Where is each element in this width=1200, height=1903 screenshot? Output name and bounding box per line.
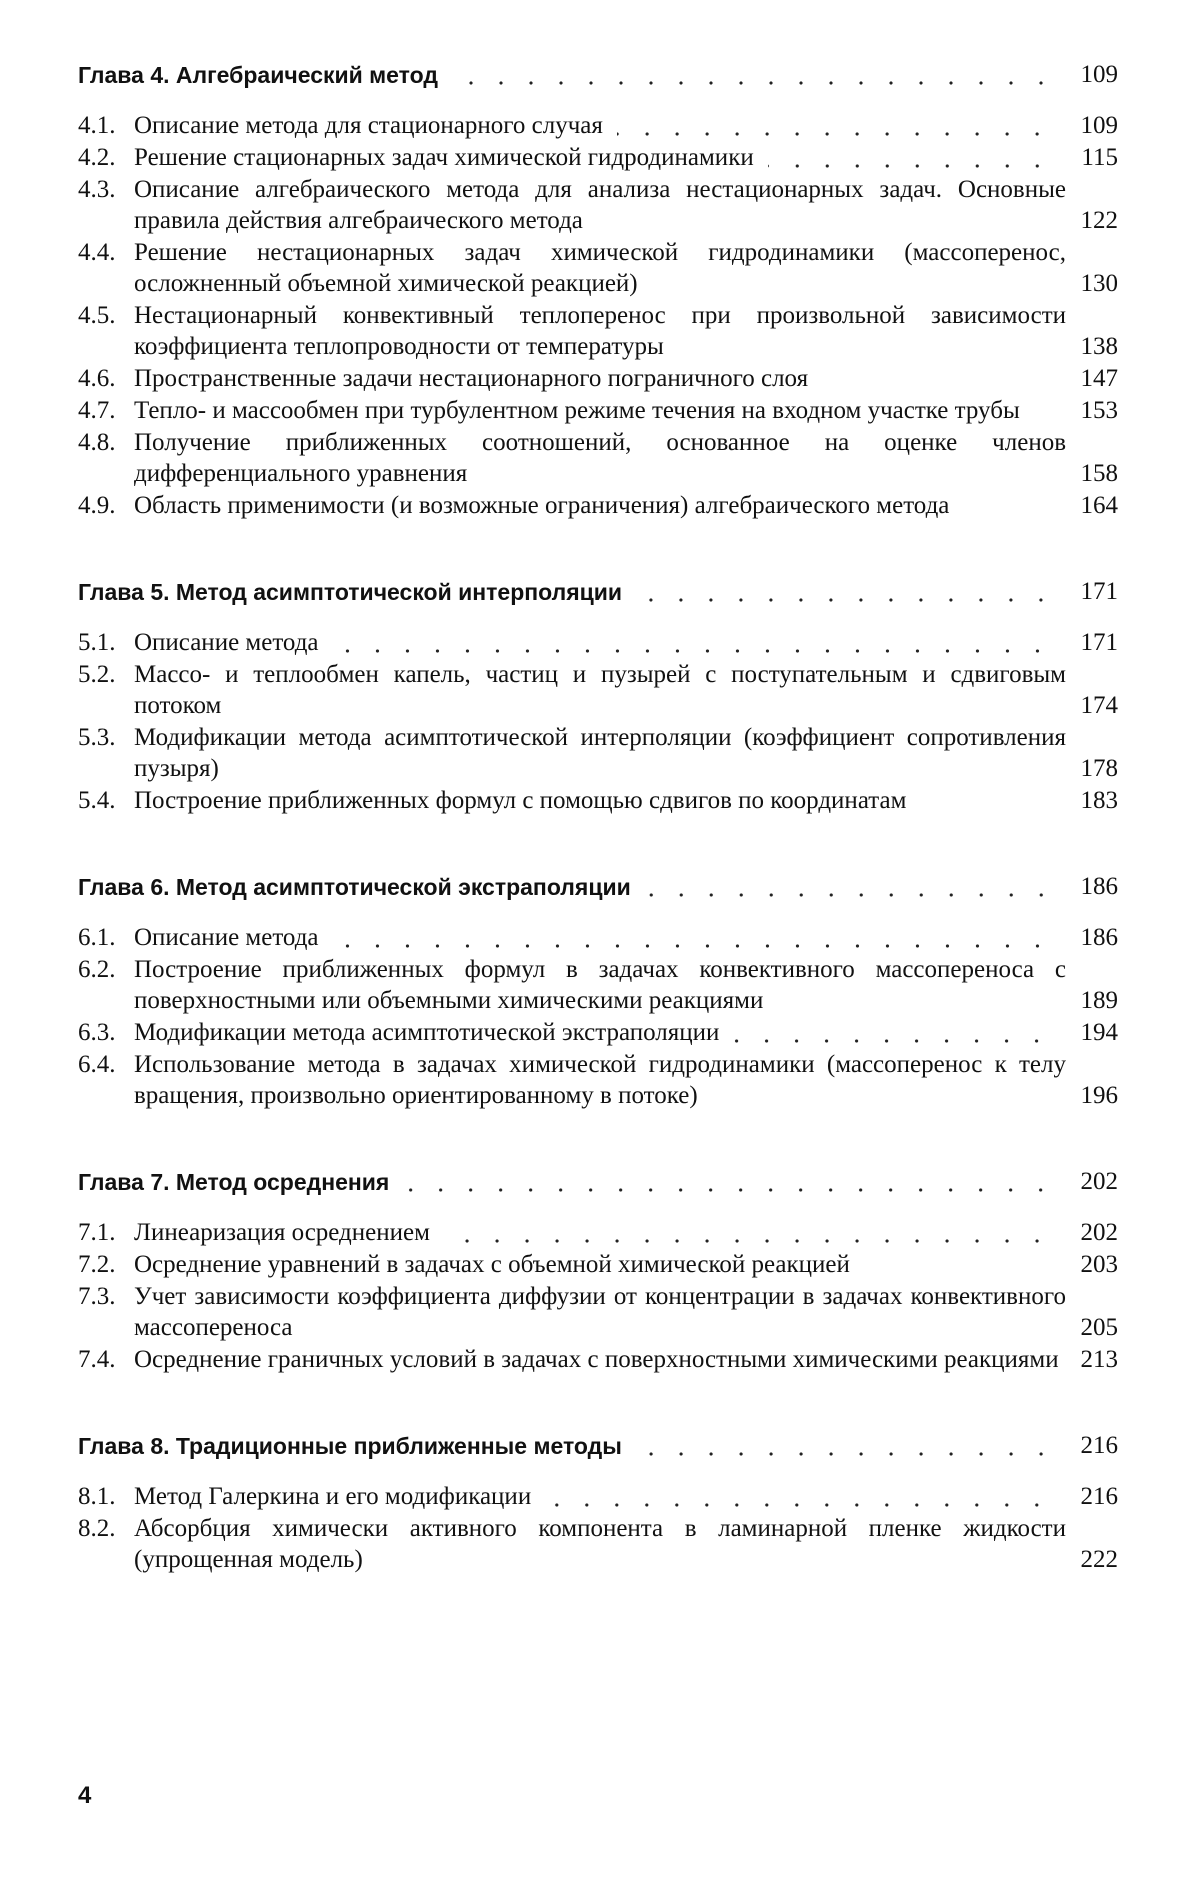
section-title: Построение приближенных формул в задачах конвективного массопереноса с поверхностными или объемными химическими реакциями — [134, 956, 1066, 1014]
section-page-number: 194 — [1080, 1019, 1118, 1046]
section-number: 6.2. — [78, 956, 116, 983]
chapter-page-number: 171 — [1080, 578, 1118, 605]
section-number: 8.1. — [78, 1483, 116, 1510]
chapter-heading — [78, 872, 1118, 902]
toc-entry — [78, 785, 1118, 816]
section-title: Осреднение граничных условий в задачах с поверхностными химическими реакциями — [134, 1346, 1059, 1373]
toc-entry — [78, 174, 1118, 236]
dot-leader — [645, 892, 1056, 898]
chapter-title: Глава 7. Метод осреднения — [78, 1169, 390, 1195]
toc-entry — [78, 1481, 1118, 1512]
section-title: Линеаризация осреднением — [134, 1219, 430, 1246]
section-title: Получение приближенных соотношений, основанное на оценке членов дифференциального уравнения — [134, 429, 1066, 487]
toc-entry — [78, 1513, 1118, 1575]
toc-entry — [78, 300, 1118, 362]
section-title: Построение приближенных формул с помощью сдвигов по координатам — [134, 787, 907, 814]
section-number: 7.1. — [78, 1219, 116, 1246]
toc-entry — [78, 722, 1118, 784]
toc-entry — [78, 427, 1118, 489]
section-title: Пространственные задачи нестационарного пограничного слоя — [134, 365, 809, 392]
toc-entry — [78, 363, 1118, 394]
section-title: Массо- и теплообмен капель, частиц и пузырей с поступательным и сдвиговым потоком — [134, 661, 1066, 719]
chapter-title: Глава 5. Метод асимптотической интерполяции — [78, 579, 623, 605]
chapter-page-number: 202 — [1080, 1168, 1118, 1195]
section-number: 6.1. — [78, 924, 116, 951]
section-page-number: 115 — [1081, 144, 1118, 171]
section-page-number: 122 — [1080, 207, 1118, 234]
toc-entry — [78, 1217, 1118, 1248]
dot-leader — [545, 1502, 1052, 1508]
section-title: Метод Галеркина и его модификации — [134, 1483, 532, 1510]
page-number-footer: 4 — [78, 1782, 92, 1809]
dot-leader — [617, 131, 1052, 137]
dot-leader — [444, 1238, 1052, 1244]
chapter-title: Глава 6. Метод асимптотической экстраполяции — [78, 874, 631, 900]
toc-entry — [78, 1249, 1118, 1280]
section-number: 5.2. — [78, 661, 116, 688]
chapter-heading — [78, 1167, 1118, 1197]
table-of-contents — [78, 60, 1118, 1631]
section-page-number: 138 — [1080, 333, 1118, 360]
section-title: Описание метода — [134, 629, 319, 656]
section-number: 4.5. — [78, 302, 116, 329]
section-title: Модификации метода асимптотической экстраполяции — [134, 1019, 720, 1046]
section-title: Описание метода для стационарного случая — [134, 112, 603, 139]
section-title: Модификации метода асимптотической интерполяции (коэффициент сопротивления пузыря) — [134, 724, 1066, 782]
section-number: 7.3. — [78, 1283, 116, 1310]
toc-entry — [78, 627, 1118, 658]
section-page-number: 222 — [1080, 1546, 1118, 1573]
section-page-number: 213 — [1080, 1346, 1118, 1373]
section-title: Область применимости (и возможные ограничения) алгебраического метода — [134, 492, 950, 519]
chapter-7 — [78, 1167, 1118, 1375]
section-page-number: 205 — [1080, 1314, 1118, 1341]
section-page-number: 164 — [1080, 492, 1118, 519]
section-number: 4.7. — [78, 397, 116, 424]
dot-leader — [452, 80, 1056, 86]
chapter-5 — [78, 577, 1118, 816]
toc-entry — [78, 922, 1118, 953]
section-page-number: 183 — [1080, 787, 1118, 814]
toc-entry — [78, 1049, 1118, 1111]
toc-entry — [78, 659, 1118, 721]
toc-entry — [78, 954, 1118, 1016]
dot-leader — [403, 1187, 1056, 1193]
dot-leader — [733, 1038, 1052, 1044]
section-page-number: 178 — [1080, 755, 1118, 782]
toc-entry — [78, 1017, 1118, 1048]
toc-entry — [78, 142, 1118, 173]
section-title: Решение нестационарных задач химической гидродинамики (массоперенос, осложненный объемной химической реакцией) — [134, 239, 1066, 297]
section-number: 6.4. — [78, 1051, 116, 1078]
section-page-number: 158 — [1080, 460, 1118, 487]
chapter-title: Глава 8. Традиционные приближенные методы — [78, 1433, 622, 1459]
section-number: 6.3. — [78, 1019, 116, 1046]
section-number: 5.1. — [78, 629, 116, 656]
section-title: Использование метода в задачах химической гидродинамики (массоперенос к телу вращения, произвольно ориентированному в потоке) — [134, 1051, 1066, 1109]
section-page-number: 109 — [1080, 112, 1118, 139]
toc-entry — [78, 490, 1118, 521]
section-number: 4.3. — [78, 176, 116, 203]
section-number: 4.9. — [78, 492, 116, 519]
section-page-number: 171 — [1080, 629, 1118, 656]
section-page-number: 174 — [1080, 692, 1118, 719]
section-page-number: 130 — [1080, 270, 1118, 297]
section-page-number: 186 — [1080, 924, 1118, 951]
dot-leader — [333, 648, 1052, 654]
section-title: Описание алгебраического метода для анализа нестационарных задач. Основные правила действия алгебраического метода — [134, 176, 1066, 234]
chapter-page-number: 109 — [1080, 61, 1118, 88]
chapter-6 — [78, 872, 1118, 1111]
section-number: 8.2. — [78, 1515, 116, 1542]
dot-leader — [636, 597, 1056, 603]
section-title: Тепло- и массообмен при турбулентном режиме течения на входном участке трубы — [134, 397, 1020, 424]
section-number: 4.8. — [78, 429, 116, 456]
section-page-number: 216 — [1080, 1483, 1118, 1510]
dot-leader — [636, 1451, 1056, 1457]
section-number: 7.4. — [78, 1346, 116, 1373]
section-title: Учет зависимости коэффициента диффузии от концентрации в задачах конвективного массопереноса — [134, 1283, 1066, 1341]
section-number: 5.3. — [78, 724, 116, 751]
section-page-number: 203 — [1080, 1251, 1118, 1278]
section-page-number: 147 — [1080, 365, 1118, 392]
section-number: 4.1. — [78, 112, 116, 139]
section-title: Описание метода — [134, 924, 319, 951]
section-title: Решение стационарных задач химической гидродинамики — [134, 144, 754, 171]
section-number: 5.4. — [78, 787, 116, 814]
chapter-page-number: 216 — [1080, 1432, 1118, 1459]
section-page-number: 153 — [1080, 397, 1118, 424]
chapter-heading — [78, 60, 1118, 90]
toc-entry — [78, 110, 1118, 141]
section-title: Нестационарный конвективный теплоперенос при произвольной зависимости коэффициента теплопроводности от температуры — [134, 302, 1066, 360]
section-page-number: 196 — [1080, 1082, 1118, 1109]
section-number: 4.6. — [78, 365, 116, 392]
section-number: 4.2. — [78, 144, 116, 171]
toc-entry — [78, 395, 1118, 426]
section-number: 4.4. — [78, 239, 116, 266]
toc-entry — [78, 1281, 1118, 1343]
chapter-title: Глава 4. Алгебраический метод — [78, 62, 438, 88]
section-title: Абсорбция химически активного компонента в ламинарной пленке жидкости (упрощенная модель) — [134, 1515, 1066, 1573]
dot-leader — [768, 163, 1052, 169]
chapter-heading — [78, 577, 1118, 607]
chapter-page-number: 186 — [1080, 873, 1118, 900]
dot-leader — [333, 943, 1052, 949]
toc-entry — [78, 237, 1118, 299]
chapter-heading — [78, 1431, 1118, 1461]
section-page-number: 189 — [1080, 987, 1118, 1014]
chapter-8 — [78, 1431, 1118, 1575]
section-page-number: 202 — [1080, 1219, 1118, 1246]
section-title: Осреднение уравнений в задачах с объемной химической реакцией — [134, 1251, 850, 1278]
toc-entry — [78, 1344, 1118, 1375]
section-number: 7.2. — [78, 1251, 116, 1278]
chapter-4 — [78, 60, 1118, 521]
